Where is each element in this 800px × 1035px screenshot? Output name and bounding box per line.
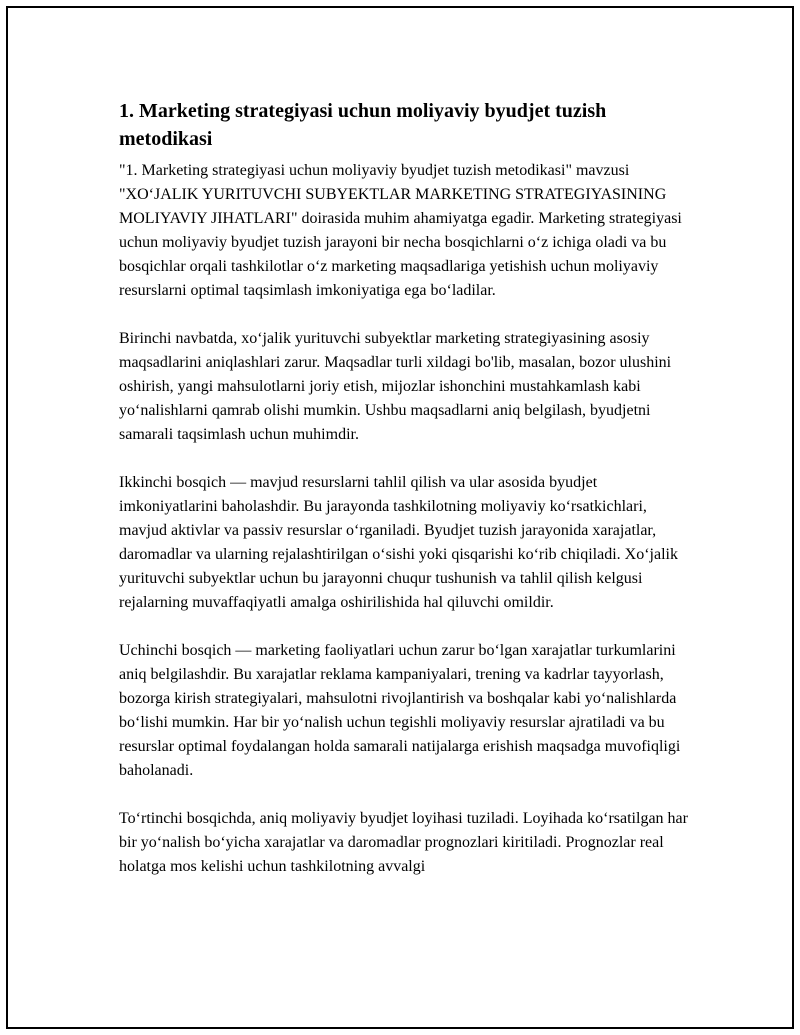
- paragraph-intro: "1. Marketing strategiyasi uchun moliyaviy byudjet tuzish metodikasi" mavzusi "XOʻJALIK YURITUVCHI SUBYEKTLAR MARKETING STRATEGIYASINING MOLIYAVIY JIHATLARI" doirasida muhim ahamiyatga egadir. Marketing strategiyasi uchun moliyaviy byudjet tuzish jarayoni bir necha bosqichlarni oʻz ichiga oladi va bu bosqichlar orqali tashkilotlar oʻz marketing maqsadlariga yetishish uchun moliyaviy resurslarni optimal taqsimlash imkoniyatiga ega boʻladilar.: [119, 162, 682, 299]
- paragraph-third-stage: Uchinchi bosqich — marketing faoliyatlari uchun zarur boʻlgan xarajatlar turkumlarini aniq belgilashdir. Bu xarajatlar reklama kampaniyalari, trening va kadrlar tayyorlash, bozorga kirish strategiyalari, mahsulotni rivojlantirish va boshqalar kabi yoʻnalishlarda boʻlishi mumkin. Har bir yoʻnalish uchun tegishli moliyaviy resurslar ajratiladi va bu resurslar optimal foydalangan holda samarali natijalarga erishish maqsadga muvofiqligi baholanadi.: [119, 642, 681, 779]
- paragraph-first-stage: Birinchi navbatda, xoʻjalik yurituvchi subyektlar marketing strategiyasining asosiy maqsadlarini aniqlashlari zarur. Maqsadlar turli xildagi bo'lib, masalan, bozor ulushini oshirish, yangi mahsulotlarni joriy etish, mijozlar ishonchini mustahkamlash kabi yoʻnalishlarni qamrab olishi mumkin. Ushbu maqsadlarni aniq belgilash, byudjetni samarali taqsimlash uchun muhimdir.: [119, 330, 672, 443]
- paragraph-fourth-stage: Toʻrtinchi bosqichda, aniq moliyaviy byudjet loyihasi tuziladi. Loyihada koʻrsatilgan har bir yoʻnalish boʻyicha xarajatlar va daromadlar prognozlari kiritiladi. Prognozlar real holatga mos kelishi uchun tashkilotning avvalgi: [119, 810, 688, 875]
- document-page: [6, 6, 794, 1029]
- document-body: [119, 97, 689, 903]
- document-heading: 1. Marketing strategiyasi uchun moliyaviy byudjet tuzish metodikasi: [119, 100, 607, 150]
- paragraph-second-stage: Ikkinchi bosqich — mavjud resurslarni tahlil qilish va ular asosida byudjet imkoniyatlarini baholashdir. Bu jarayonda tashkilotning moliyaviy koʻrsatkichlari, mavjud aktivlar va passiv resurslar oʻrganiladi. Byudjet tuzish jarayonida xarajatlar, daromadlar va ularning rejalashtirilgan oʻsishi yoki qisqarishi koʻrib chiqiladi. Xoʻjalik yurituvchi subyektlar uchun bu jarayonni chuqur tushunish va tahlil qilish kelgusi rejalarning muvaffaqiyatli amalga oshirilishida hal qiluvchi omildir.: [119, 474, 678, 611]
